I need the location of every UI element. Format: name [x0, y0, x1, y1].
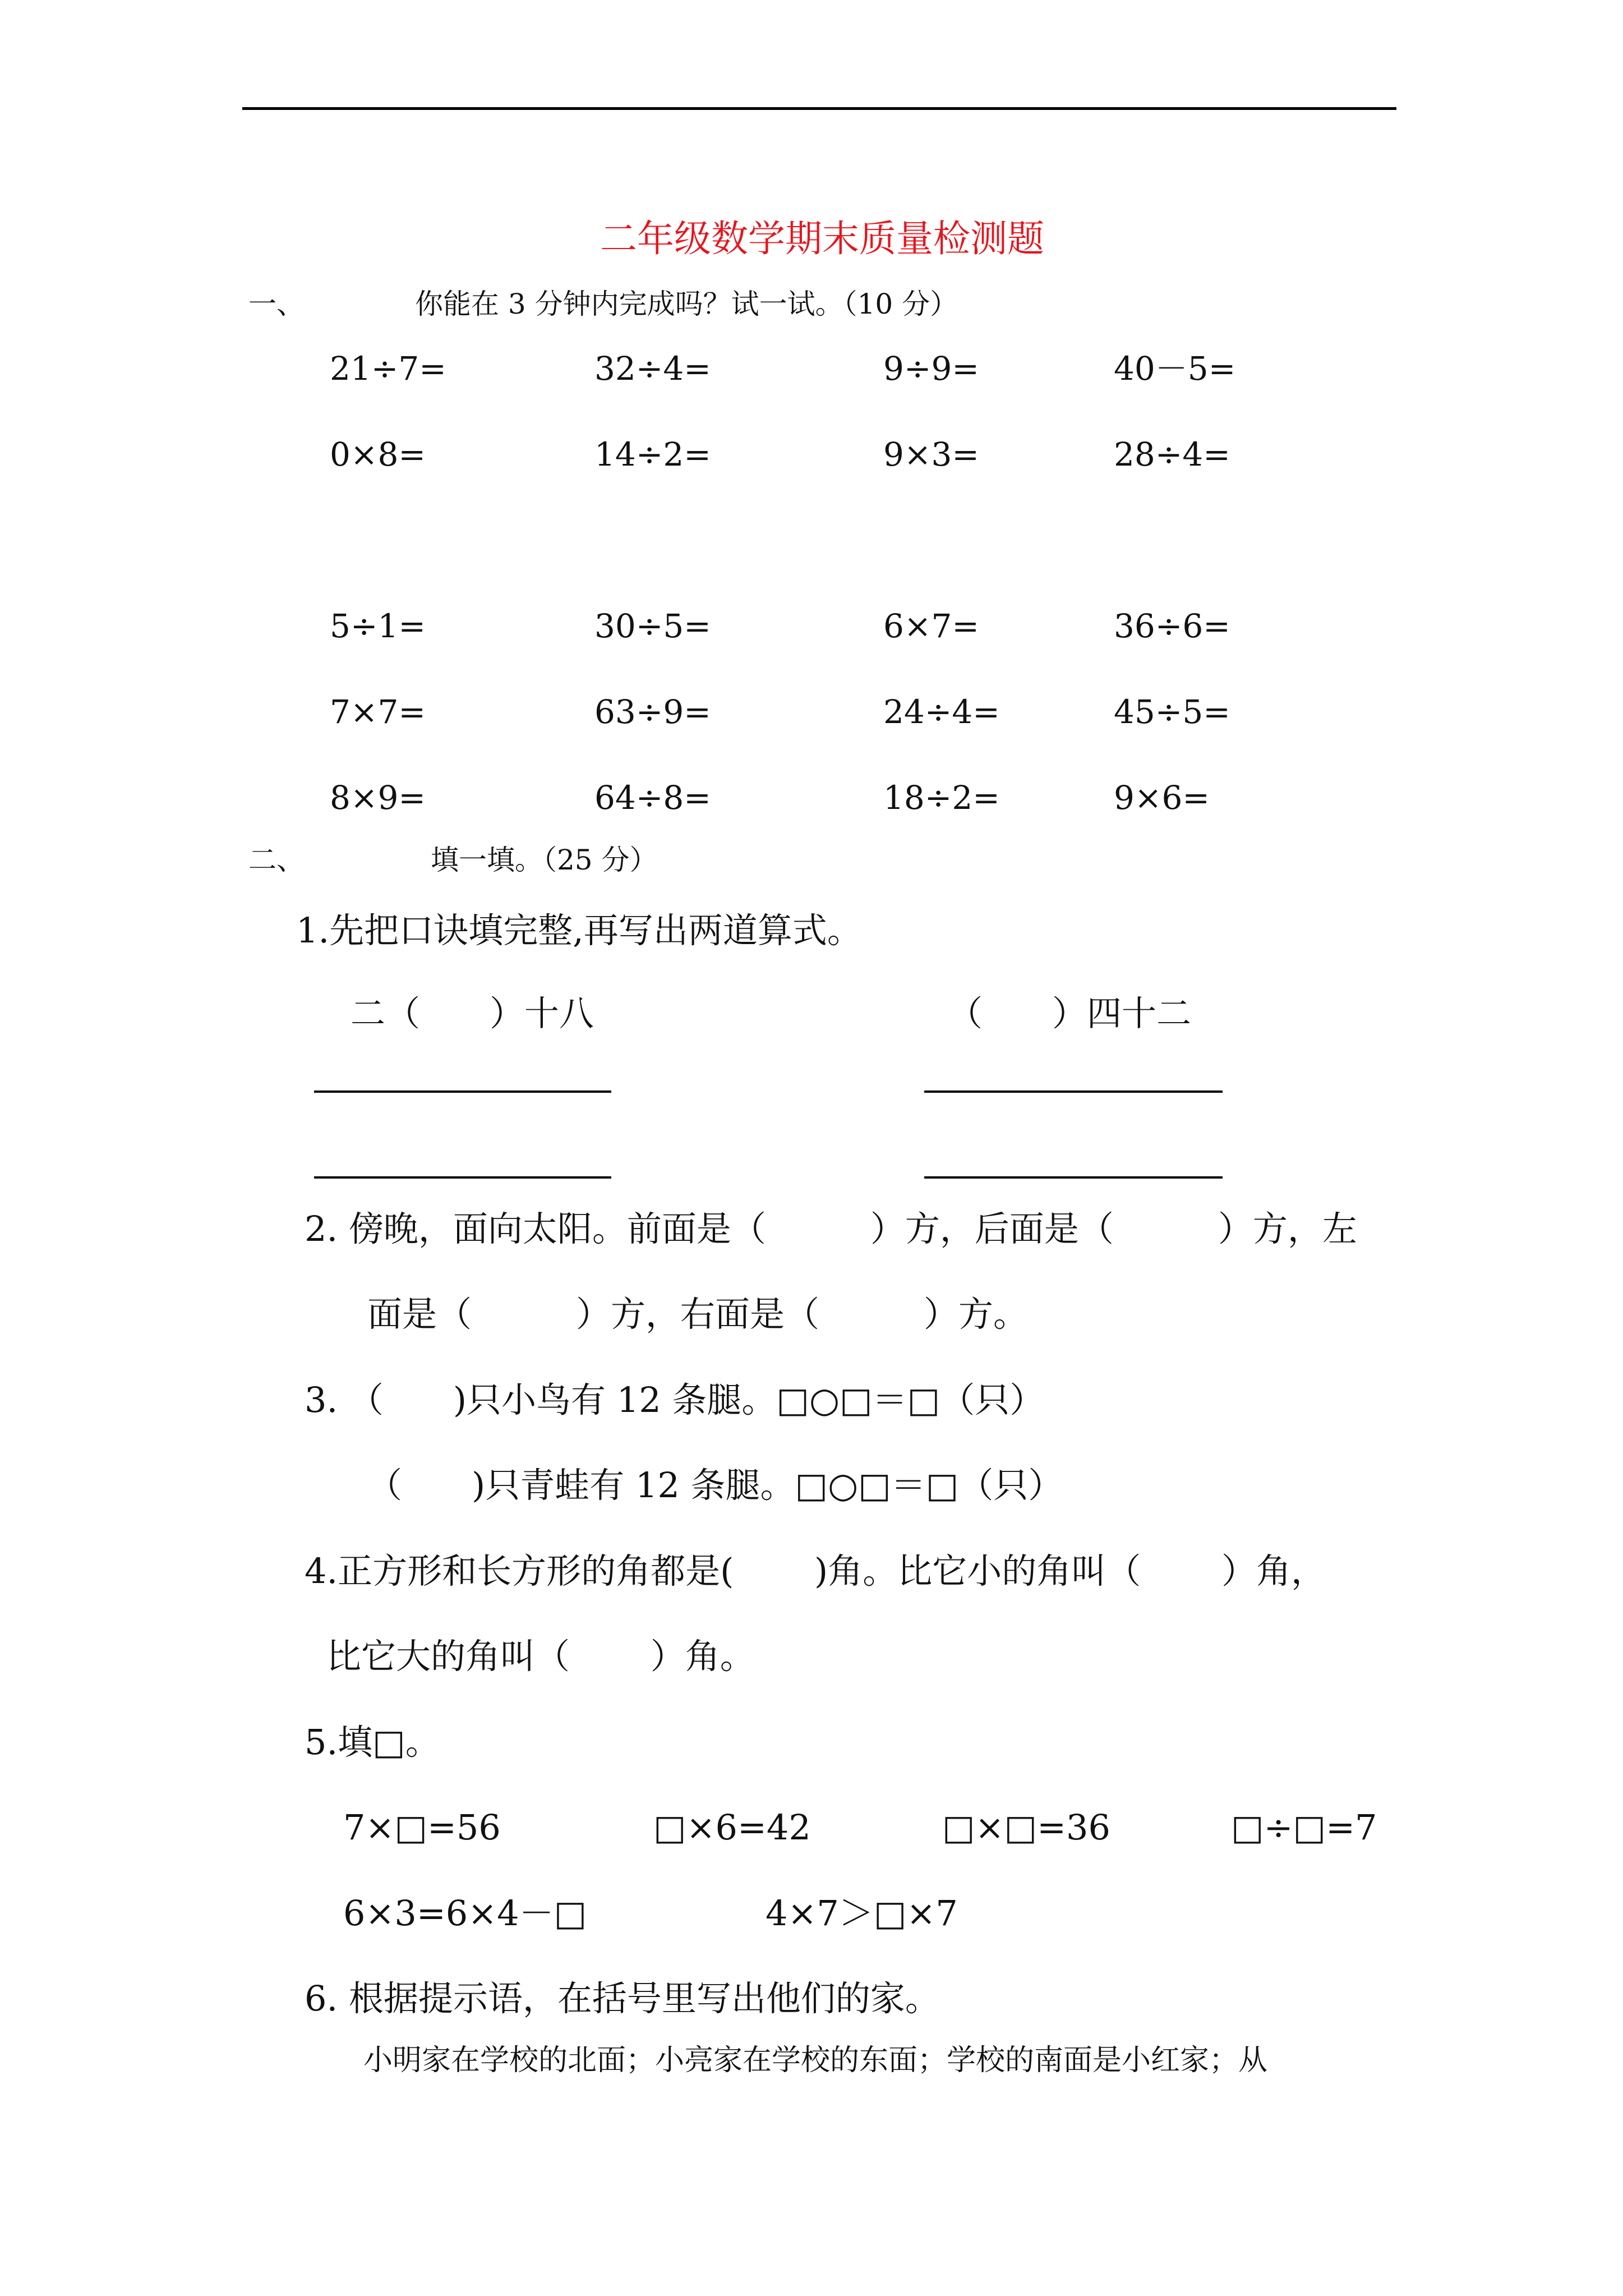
section-2-number: 二、	[248, 844, 305, 876]
calc-item: 45÷5=	[1114, 693, 1230, 731]
answer-line	[314, 1176, 611, 1179]
question-6: 6. 根据提示语，在括号里写出他们的家。	[305, 1978, 940, 2019]
question-4-line-1: 4.正方形和长方形的角都是( )角。比它小的角叫（ ）角，	[305, 1550, 1326, 1591]
rhyme-blank-right: （ ）四十二	[948, 993, 1192, 1034]
calc-item: 7×7=	[330, 693, 426, 731]
calc-item: 18÷2=	[883, 779, 1000, 817]
calc-item: 28÷4=	[1114, 435, 1230, 473]
calc-item: 5÷1=	[330, 607, 426, 645]
calc-item: 63÷9=	[594, 693, 711, 731]
section-1-instruction: 你能在 3 分钟内完成吗？试一试。（10 分）	[415, 288, 958, 320]
calc-item: 14÷2=	[594, 435, 711, 473]
calc-item: 9÷9=	[883, 349, 979, 388]
calc-item: 6×7=	[883, 607, 979, 645]
section-2-instruction: 填一填。（25 分）	[431, 844, 658, 876]
calc-item: 9×6=	[1114, 779, 1210, 817]
header-rule	[242, 107, 1396, 110]
fill-box-item: □×6=42	[653, 1807, 811, 1848]
calc-item: 24÷4=	[883, 693, 1000, 731]
question-3-line-2: （ )只青蛙有 12 条腿。□○□＝□（只）	[367, 1465, 1063, 1506]
question-2-line-1: 2. 傍晚，面向太阳。前面是（ ）方，后面是（ ）方，左	[305, 1208, 1357, 1249]
question-3-line-1: 3. （ )只小鸟有 12 条腿。□○□＝□（只）	[305, 1379, 1045, 1420]
fill-box-item: □÷□=7	[1231, 1807, 1377, 1848]
fill-box-item: □×□=36	[942, 1807, 1110, 1848]
page-title: 二年级数学期末质量检测题	[600, 217, 1044, 260]
calc-item: 0×8=	[330, 435, 426, 473]
question-4-line-2: 比它大的角叫（ ）角。	[326, 1636, 755, 1677]
fill-box-item: 6×3=6×4－□	[343, 1893, 587, 1934]
question-1: 1.先把口诀填完整,再写出两道算式。	[296, 910, 862, 951]
section-1-number: 一、	[248, 288, 305, 320]
calc-item: 9×3=	[883, 435, 979, 473]
calc-item: 8×9=	[330, 779, 426, 817]
question-5: 5.填□。	[305, 1722, 440, 1763]
calc-item: 64÷8=	[594, 779, 711, 817]
question-2-line-2: 面是（ ）方，右面是（ ）方。	[367, 1294, 1029, 1335]
answer-line	[314, 1091, 611, 1093]
calc-item: 40－5=	[1114, 349, 1236, 388]
fill-box-item: 7×□=56	[343, 1807, 501, 1848]
calc-item: 32÷4=	[594, 349, 711, 388]
answer-line	[924, 1091, 1223, 1093]
calc-item: 30÷5=	[594, 607, 711, 645]
question-6-hint: 小明家在学校的北面；小亮家在学校的东面；学校的南面是小红家；从	[363, 2044, 1268, 2077]
fill-box-item: 4×7＞□×7	[766, 1893, 958, 1934]
calc-item: 36÷6=	[1114, 607, 1230, 645]
answer-line	[924, 1176, 1223, 1179]
rhyme-blank-left: 二（ ）十八	[351, 993, 594, 1034]
calc-item: 21÷7=	[330, 349, 446, 388]
